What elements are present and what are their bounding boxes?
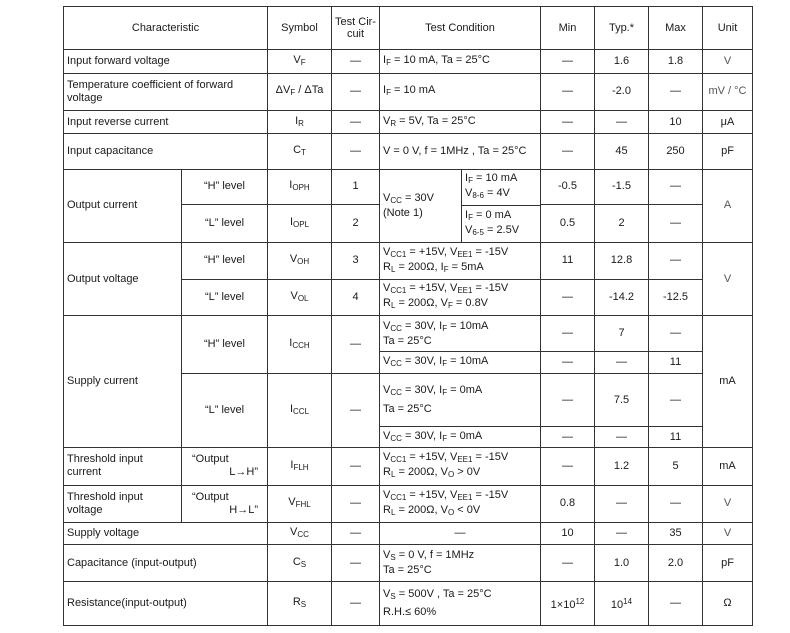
max-cell: — [649, 582, 703, 626]
typ-cell: 1.6 [595, 50, 649, 73]
typ-cell: — [595, 485, 649, 522]
circuit-cell: 3 [332, 243, 380, 279]
row-name: Threshold input voltage [64, 485, 182, 522]
symbol-cell: $I_{OPH}$ [268, 169, 332, 205]
symbol-cell: $C_T$ [268, 134, 332, 169]
typ-cell: — [595, 110, 649, 133]
typ-cell: — [595, 352, 649, 374]
row-name: Supply voltage [64, 522, 268, 544]
circuit-cell: — [332, 448, 380, 485]
symbol-cell: $V_{OH}$ [268, 243, 332, 279]
symbol-cell: $I_{OPL}$ [268, 205, 332, 243]
row-name: Output voltage [64, 243, 182, 316]
typ-cell: — [595, 522, 649, 544]
unit-cell: V [703, 50, 753, 73]
typ-cell: 1.2 [595, 448, 649, 485]
typ-cell: 7 [595, 315, 649, 351]
max-cell: 250 [649, 134, 703, 169]
level-label: “H” level [182, 169, 268, 205]
table-row [64, 315, 753, 351]
symbol-cell: $C_S$ [268, 545, 332, 582]
header-characteristic: Characteristic [64, 7, 268, 50]
max-cell: 5 [649, 448, 703, 485]
min-cell: $1\times 10^{12}$ [541, 582, 595, 626]
circuit-cell: — [332, 50, 380, 73]
row-name: Resistance(input-output) [64, 582, 268, 626]
unit-cell: mA [703, 448, 753, 485]
symbol-cell: $I_{CCH}$ [268, 315, 332, 374]
level-label: “L” level [182, 279, 268, 315]
row-name: Input reverse current [64, 110, 268, 133]
header-test-circuit: Test Cir-cuit [332, 7, 380, 50]
unit-cell: V [703, 522, 753, 544]
typ-cell: -14.2 [595, 279, 649, 315]
min-cell: — [541, 426, 595, 447]
condition-cell: $V_{CC} = 30V$, $I_F = 10mA$ Ta = 25°C [380, 315, 541, 351]
unit-cell: A [703, 169, 753, 243]
max-cell: — [649, 205, 703, 243]
condition-cell: $V_{CC} = 30V$, $I_F = 0mA$ Ta = 25°C [380, 374, 541, 427]
header-max: Max [649, 7, 703, 50]
condition-cell: $V_{CC1} = +15V$, $V_{EE1} = -15V$ $R_L = 200\Omega$, $I_F = 5mA$ [380, 243, 541, 279]
max-cell: 35 [649, 522, 703, 544]
max-cell: — [649, 169, 703, 205]
max-cell: — [649, 73, 703, 110]
min-cell: -0.5 [541, 169, 595, 205]
condition-cell: $V_{CC1} = +15V$, $V_{EE1} = -15V$ $R_L = 200\Omega$, $V_O < 0V$ [380, 485, 541, 522]
unit-cell: pF [703, 134, 753, 169]
circuit-cell: — [332, 545, 380, 582]
min-cell: — [541, 50, 595, 73]
symbol-cell: $I_{CCL}$ [268, 374, 332, 448]
level-label: “L” level [182, 205, 268, 243]
condition-cell: $V_{CC} = 30V$ (Note 1) $I_F = 10$ mA $V_{8-6} = 4V$ $I_F = 0$ mA $V_{6-5} = 2.5V$ [380, 169, 541, 243]
header-symbol: Symbol [268, 7, 332, 50]
min-cell: — [541, 374, 595, 427]
row-name: Input forward voltage [64, 50, 268, 73]
row-name: Supply current [64, 315, 182, 447]
max-cell: -12.5 [649, 279, 703, 315]
level-label: “H” level [182, 243, 268, 279]
typ-cell: 45 [595, 134, 649, 169]
symbol-cell: $I_R$ [268, 110, 332, 133]
electrical-characteristics-table [63, 6, 753, 626]
unit-cell: V [703, 485, 753, 522]
row-name: Input capacitance [64, 134, 268, 169]
min-cell: — [541, 134, 595, 169]
level-label: “H” level [182, 315, 268, 374]
circuit-cell: — [332, 522, 380, 544]
table-row [64, 485, 753, 522]
table-row [64, 110, 753, 133]
table-row [64, 545, 753, 582]
condition-cell: $V_{CC1} = +15V$, $V_{EE1} = -15V$ $R_L = 200\Omega$, $V_O > 0V$ [380, 448, 541, 485]
header-typ: Typ.* [595, 7, 649, 50]
row-name: Capacitance (input-output) [64, 545, 268, 582]
max-cell: 2.0 [649, 545, 703, 582]
row-name: Temperature coefficient of forward voltage [64, 73, 268, 110]
symbol-cell: $V_{FHL}$ [268, 485, 332, 522]
condition-cell: $V_{CC1} = +15V$, $V_{EE1} = -15V$ $R_L = 200\Omega$, $V_F = 0.8V$ [380, 279, 541, 315]
level-label: “Output L→H” [182, 448, 268, 485]
max-cell: 11 [649, 352, 703, 374]
typ-cell: -1.5 [595, 169, 649, 205]
min-cell: — [541, 110, 595, 133]
table-row [64, 73, 753, 110]
table-row [64, 522, 753, 544]
max-cell: — [649, 485, 703, 522]
condition-cell: $V_{CC} = 30V$, $I_F = 10mA$ [380, 352, 541, 374]
max-cell: — [649, 315, 703, 351]
condition-cell: V = 0 V, f = 1MHz , Ta = 25°C [380, 134, 541, 169]
table-row [64, 582, 753, 626]
condition-cell: $V_S = 0$ V, f = 1MHz Ta = 25°C [380, 545, 541, 582]
circuit-cell: — [332, 582, 380, 626]
level-label: “Output H→L” [182, 485, 268, 522]
level-label: “L” level [182, 374, 268, 448]
symbol-cell: $R_S$ [268, 582, 332, 626]
min-cell: — [541, 73, 595, 110]
condition-cell: $V_S = 500V$ , Ta = 25°C R.H.≤ 60% [380, 582, 541, 626]
min-cell: — [541, 545, 595, 582]
condition-cell: $I_F = 10$ mA, Ta = 25°C [380, 50, 541, 73]
min-cell: 11 [541, 243, 595, 279]
header-unit: Unit [703, 7, 753, 50]
symbol-cell: $\Delta V_F$ / ΔTa [268, 73, 332, 110]
unit-cell: mV / °C [703, 73, 753, 110]
unit-cell: mA [703, 315, 753, 447]
typ-cell: 12.8 [595, 243, 649, 279]
min-cell: 10 [541, 522, 595, 544]
typ-cell: 2 [595, 205, 649, 243]
header-min: Min [541, 7, 595, 50]
symbol-cell: $I_{FLH}$ [268, 448, 332, 485]
circuit-cell: 1 [332, 169, 380, 205]
circuit-cell: — [332, 315, 380, 374]
condition-cell: $I_F = 10$ mA [380, 73, 541, 110]
typ-cell: — [595, 426, 649, 447]
min-cell: — [541, 352, 595, 374]
min-cell: — [541, 279, 595, 315]
max-cell: — [649, 374, 703, 427]
unit-cell: V [703, 243, 753, 316]
typ-cell: 1.0 [595, 545, 649, 582]
header-test-condition: Test Condition [380, 7, 541, 50]
max-cell: — [649, 243, 703, 279]
circuit-cell: — [332, 110, 380, 133]
row-name: Output current [64, 169, 182, 243]
table-row [64, 243, 753, 279]
max-cell: 10 [649, 110, 703, 133]
circuit-cell: — [332, 374, 380, 448]
min-cell: — [541, 315, 595, 351]
symbol-cell: $V_F$ [268, 50, 332, 73]
condition-cell: $V_R = 5V$, Ta = 25°C [380, 110, 541, 133]
circuit-cell: — [332, 485, 380, 522]
row-name: Threshold input current [64, 448, 182, 485]
table-row [64, 134, 753, 169]
max-cell: 11 [649, 426, 703, 447]
circuit-cell: 2 [332, 205, 380, 243]
circuit-cell: — [332, 134, 380, 169]
symbol-cell: $V_{CC}$ [268, 522, 332, 544]
circuit-cell: — [332, 73, 380, 110]
min-cell: 0.8 [541, 485, 595, 522]
unit-cell: μA [703, 110, 753, 133]
max-cell: 1.8 [649, 50, 703, 73]
circuit-cell: 4 [332, 279, 380, 315]
table-row [64, 169, 753, 205]
symbol-cell: $V_{OL}$ [268, 279, 332, 315]
typ-cell: $10^{14}$ [595, 582, 649, 626]
condition-cell: $V_{CC} = 30V$, $I_F = 0mA$ [380, 426, 541, 447]
table-row [64, 448, 753, 485]
min-cell: 0.5 [541, 205, 595, 243]
header-row [64, 7, 753, 50]
unit-cell: pF [703, 545, 753, 582]
unit-cell: Ω [703, 582, 753, 626]
table-row [64, 50, 753, 73]
condition-cell: — [380, 522, 541, 544]
typ-cell: 7.5 [595, 374, 649, 427]
min-cell: — [541, 448, 595, 485]
typ-cell: -2.0 [595, 73, 649, 110]
